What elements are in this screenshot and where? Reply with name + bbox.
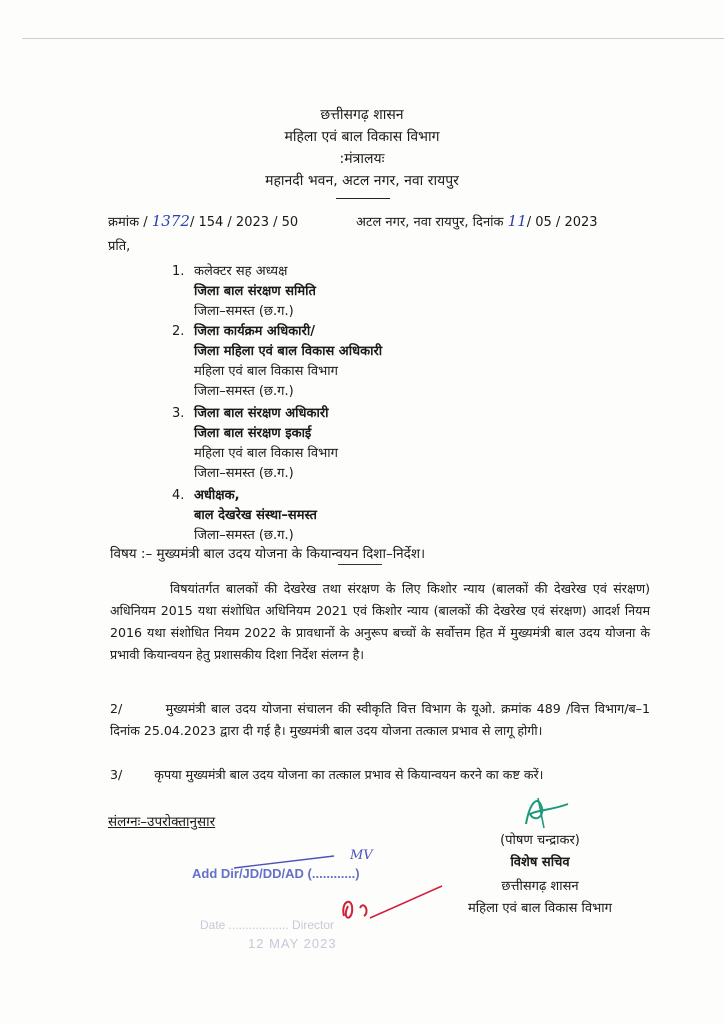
to-label: प्रति, [108, 239, 131, 254]
handwritten-reference-number: 1372 [151, 212, 190, 230]
recipient-line: बाल देखरेख संस्था–समस्त [194, 508, 317, 523]
signatory-designation: विशेष सचिव [510, 855, 570, 870]
recipient-number: 4. [172, 488, 185, 503]
recipient-number: 1. [172, 264, 185, 279]
recipient-line: जिला–समस्त (छ.ग.) [194, 304, 294, 319]
recipient-1 [172, 262, 316, 322]
place-date-label: अटल नगर, नवा रायपुर, दिनांक [356, 215, 504, 230]
recipient-number: 2. [172, 324, 185, 339]
recipient-3 [172, 404, 338, 484]
red-handwritten-mark [330, 882, 450, 932]
recipient-4 [172, 486, 317, 546]
date-rest: / 05 / 2023 [526, 215, 598, 230]
subject-line: विषय :– मुख्यमंत्री बाल उदय योजना के कियान्वयन दिशा–निर्देश। [110, 546, 426, 562]
reference-prefix: क्रमांक / [108, 215, 148, 230]
handwritten-initials: MV [350, 848, 373, 863]
enclosure-label: संलग्नः–उपरोक्तानुसार [108, 814, 216, 830]
body-paragraph-2: 2/ मुख्यमंत्री बाल उदय योजना संचालन की स्वीकृति वित्त विभाग के यूओ. क्रमांक 489 /वित्त विभाग/ब–1 दिनांक 25.04.2023 द्वारा दी गई है। मुख्यमंत्री बाल उदय योजना तत्काल प्रभाव से लागू होगी। [110, 701, 655, 738]
recipient-2 [172, 322, 382, 402]
header-government: छत्तीसगढ़ शासन [320, 107, 404, 123]
recipient-line: जिला–समस्त (छ.ग.) [194, 384, 294, 399]
signatory-org-department: महिला एवं बाल विकास विभाग [468, 901, 612, 916]
stamp-strikethrough [230, 852, 340, 872]
recipient-line: जिला–समस्त (छ.ग.) [194, 466, 294, 481]
header-address: महानदी भवन, अटल नगर, नवा रायपुर [265, 173, 459, 189]
recipient-line: कलेक्टर सह अध्यक्ष [194, 264, 288, 279]
signatory-name: (पोषण चन्द्राकर) [500, 833, 580, 848]
body-paragraph-1: विषयांतर्गत बालकों की देखरेख तथा संरक्षण के लिए किशोर न्याय (बालकों की देखरेख एवं संरक्षण) अधिनियम 2015 यथा संशोधित अधिनियम 2021 एवं किशोर न्याय (बालकों की देखरेख एवं संरक्षण) आदर्श नियम 2016 यथा संशोधित नियम 2022 के प्रावधानों के अनुरूप बच्चों के सर्वोत्तम हित में मुख्यमंत्री बाल उदय योजना के प्रभावी कियान्वयन हेतु प्रशासकीय दिशा निर्देश संलग्न है। [110, 581, 650, 662]
body-paragraph-3: 3/ कृपया मुख्यमंत्री बाल उदय योजना का तत्काल प्रभाव से कियान्वयन करने का कष्ट करें। [110, 767, 544, 782]
header-divider [336, 198, 390, 199]
signatory-org-government: छत्तीसगढ़ शासन [501, 879, 579, 894]
reference-rest: / 154 / 2023 / 50 [189, 215, 299, 230]
recipient-line: महिला एवं बाल विकास विभाग [194, 364, 338, 379]
office-stamp: Add Dir/JD/DD/AD (............) [192, 866, 360, 881]
recipient-line: जिला–समस्त (छ.ग.) [194, 528, 294, 543]
header-department: महिला एवं बाल विकास विभाग [284, 129, 440, 145]
page-top-edge [22, 38, 724, 39]
recipient-line: जिला बाल संरक्षण समिति [194, 284, 316, 299]
recipient-line: जिला बाल संरक्षण अधिकारी [194, 406, 329, 421]
recipient-line: जिला कार्यक्रम अधिकारी/ [194, 324, 315, 339]
handwritten-day: 11 [507, 212, 527, 230]
recipient-line: जिला बाल संरक्षण इकाई [194, 426, 312, 441]
reference-line [108, 212, 298, 230]
recipient-line: महिला एवं बाल विकास विभाग [194, 446, 338, 461]
recipient-line: जिला महिला एवं बाल विकास अधिकारी [194, 344, 383, 359]
place-date-line [356, 212, 598, 230]
recipient-number: 3. [172, 406, 185, 421]
subject-underline [338, 564, 382, 565]
header-ministry: :मंत्रालयः [339, 151, 385, 167]
stamp-date-line: Date .................. Director [200, 918, 335, 932]
recipient-line: अधीक्षक, [194, 488, 240, 503]
received-date-stamp: 12 MAY 2023 [248, 936, 337, 951]
